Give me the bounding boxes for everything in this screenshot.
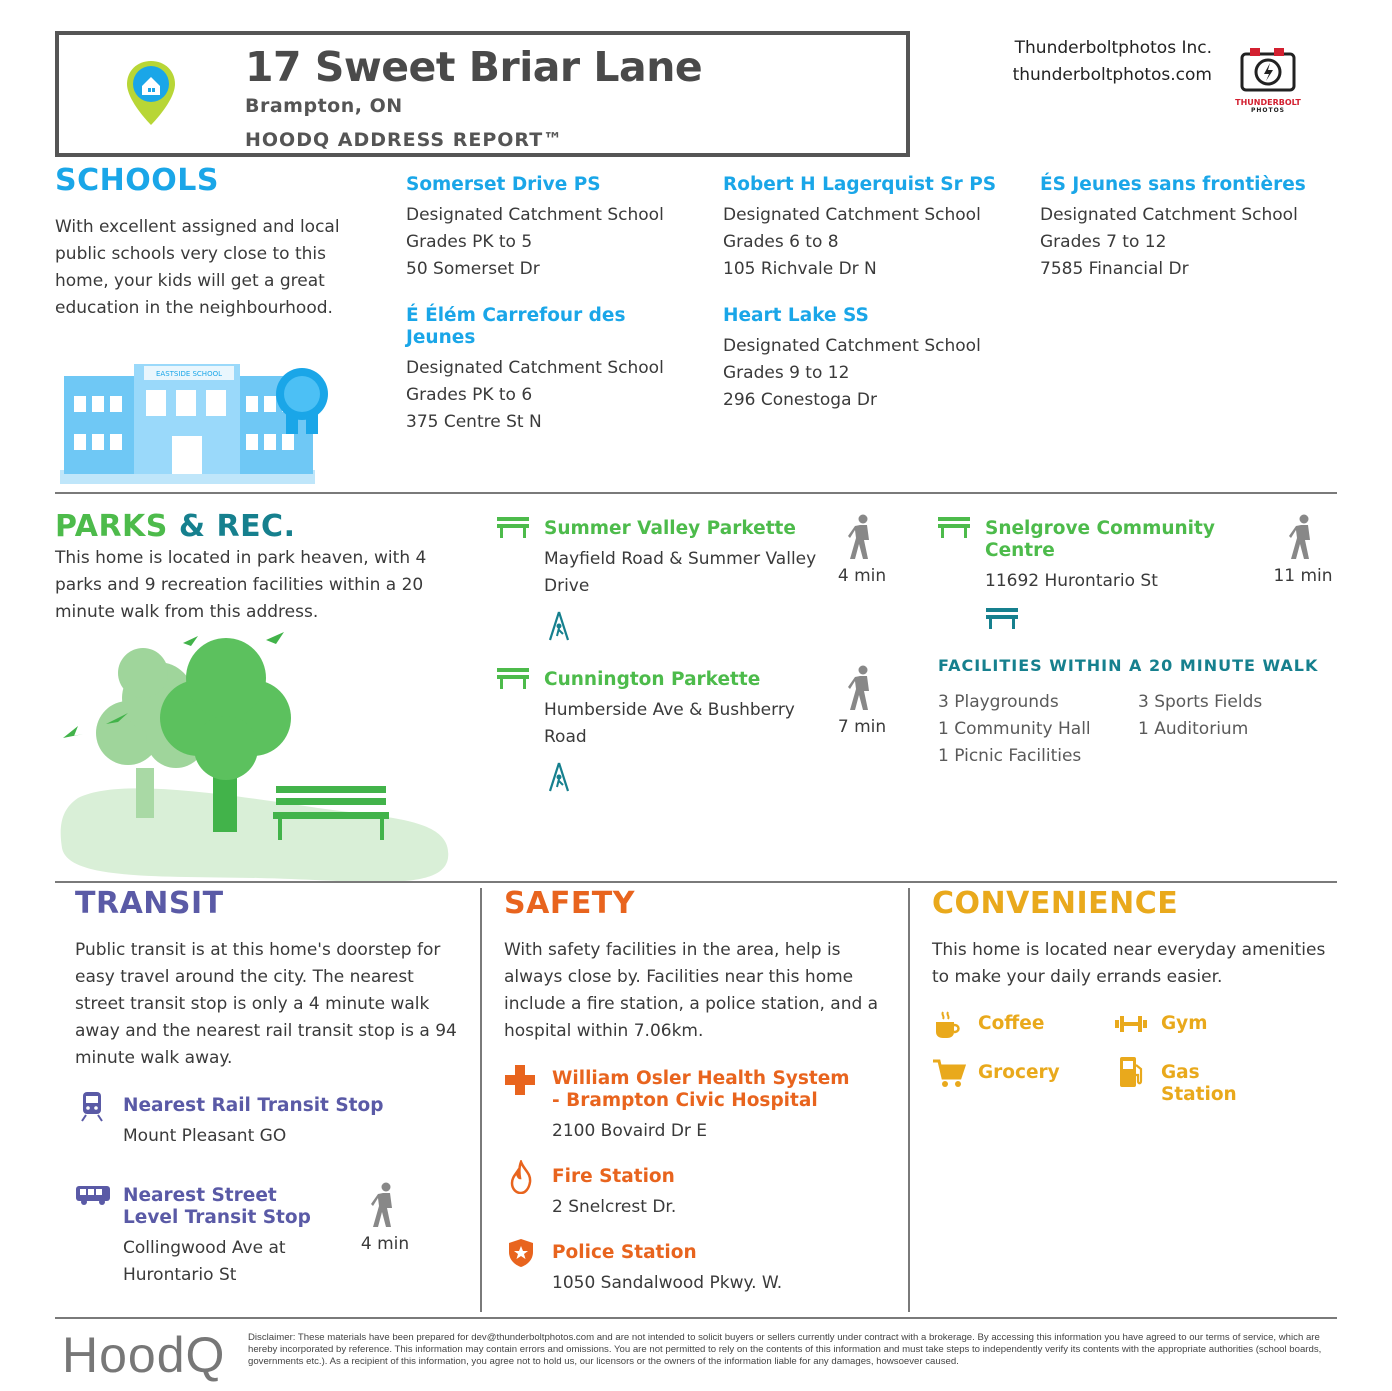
location-pin-icon bbox=[125, 59, 177, 127]
schools-heading: SCHOOLS bbox=[55, 163, 219, 198]
convenience-description: This home is located near everyday amenities to make your daily errands easier. bbox=[932, 940, 1326, 987]
park-address: Mayfield Road & Summer Valley Drive bbox=[544, 549, 817, 596]
school-address: 7585 Financial Dr bbox=[1040, 259, 1189, 279]
walk-time bbox=[1268, 514, 1338, 586]
logo-text-top: THUNDERBOLT bbox=[1235, 98, 1301, 107]
amenity-coffee[interactable]: Coffee bbox=[978, 1013, 1045, 1034]
school-grades: Grades 9 to 12 bbox=[723, 363, 850, 383]
walking-person-icon bbox=[848, 514, 876, 560]
agency-url[interactable]: thunderboltphotos.com bbox=[1012, 65, 1212, 85]
walk-time bbox=[830, 514, 894, 586]
school-name[interactable]: Robert H Lagerquist Sr PS bbox=[723, 174, 997, 195]
playground-icon bbox=[547, 610, 571, 642]
parks-heading-b: & REC. bbox=[178, 509, 296, 544]
divider bbox=[908, 888, 910, 1312]
facility-item: 1 Community Hall bbox=[938, 719, 1091, 739]
school-building-illustration bbox=[60, 352, 335, 487]
parks-description: This home is located in park heaven, with 4 parks and 9 recreation facilities within a 20 minute walk from this address. bbox=[55, 548, 427, 622]
school-type: Designated Catchment School bbox=[1040, 205, 1298, 225]
hospital-name[interactable]: William Osler Health System - Brampton Civic Hospital bbox=[552, 1068, 850, 1111]
school-address: 375 Centre St N bbox=[406, 412, 542, 432]
school-grades: Grades PK to 5 bbox=[406, 232, 533, 252]
school-type: Designated Catchment School bbox=[406, 205, 664, 225]
rail-stop-value[interactable]: Mount Pleasant GO bbox=[123, 1126, 287, 1146]
park-name[interactable]: Cunnington Parkette bbox=[544, 669, 761, 690]
school-entry bbox=[406, 174, 706, 283]
school-grades: Grades 6 to 8 bbox=[723, 232, 839, 252]
school-type: Designated Catchment School bbox=[723, 336, 981, 356]
picnic-table-icon bbox=[986, 606, 1018, 630]
park-address: Humberside Ave & Bushberry Road bbox=[544, 700, 795, 747]
walk-time bbox=[830, 665, 894, 737]
walk-time-label: 7 min bbox=[837, 717, 887, 737]
bus-icon bbox=[75, 1184, 111, 1206]
report-label: HOODQ ADDRESS REPORT™ bbox=[245, 129, 564, 151]
transit-description: Public transit is at this home's doorstep for easy travel around the city. The nearest street transit stop is only a 4 minute walk away and the nearest rail transit stop is a 94 minute walk away. bbox=[75, 940, 457, 1068]
school-address: 105 Richvale Dr N bbox=[723, 259, 877, 279]
walk-time-label: 4 min bbox=[360, 1234, 410, 1254]
walk-time bbox=[355, 1182, 415, 1254]
bench-icon bbox=[497, 515, 529, 539]
safety-heading: SAFETY bbox=[504, 886, 635, 921]
divider bbox=[55, 881, 1337, 883]
facility-item: 1 Auditorium bbox=[1138, 719, 1249, 739]
park-address: 11692 Hurontario St bbox=[985, 571, 1158, 591]
street-stop-label: Nearest Street Level Transit Stop bbox=[123, 1185, 311, 1228]
hoodq-brand-logo: HoodQ bbox=[62, 1327, 226, 1383]
walking-person-icon bbox=[371, 1182, 399, 1228]
school-type: Designated Catchment School bbox=[406, 358, 664, 378]
park-illustration bbox=[58, 618, 453, 888]
address-title: 17 Sweet Briar Lane bbox=[245, 43, 703, 91]
park-name[interactable]: Snelgrove Community Centre bbox=[985, 518, 1215, 561]
parks-heading-a: PARKS bbox=[55, 509, 168, 544]
school-grades: Grades 7 to 12 bbox=[1040, 232, 1167, 252]
bench-icon bbox=[497, 666, 529, 690]
divider bbox=[480, 888, 482, 1312]
city-label: Brampton, ON bbox=[245, 95, 403, 117]
police-badge-icon bbox=[508, 1238, 534, 1268]
school-name[interactable]: ÉS Jeunes sans frontières bbox=[1040, 174, 1306, 195]
school-sign: EASTSIDE SCHOOL bbox=[156, 370, 222, 378]
school-type: Designated Catchment School bbox=[723, 205, 981, 225]
street-stop-value[interactable]: Collingwood Ave at Hurontario St bbox=[123, 1238, 286, 1285]
school-entry bbox=[406, 305, 681, 436]
transit-heading: TRANSIT bbox=[75, 886, 224, 921]
walk-time-label: 4 min bbox=[837, 566, 887, 586]
divider bbox=[55, 492, 1337, 494]
gym-dumbbell-icon bbox=[1114, 1014, 1148, 1034]
fire-station-address: 2 Snelcrest Dr. bbox=[552, 1197, 677, 1217]
facility-item: 1 Picnic Facilities bbox=[938, 746, 1082, 766]
school-address: 50 Somerset Dr bbox=[406, 259, 540, 279]
logo-text-bottom: PHOTOS bbox=[1250, 107, 1286, 114]
coffee-icon bbox=[934, 1010, 962, 1040]
park-name[interactable]: Summer Valley Parkette bbox=[544, 518, 796, 539]
gas-pump-icon bbox=[1118, 1055, 1144, 1089]
amenity-grocery[interactable]: Grocery bbox=[978, 1062, 1060, 1083]
address-header-box bbox=[55, 31, 910, 157]
thunderbolt-logo bbox=[1228, 44, 1308, 116]
school-entry bbox=[723, 305, 1023, 414]
school-name[interactable]: É Élém Carrefour des Jeunes bbox=[406, 305, 626, 348]
parks-heading bbox=[55, 509, 295, 544]
amenity-gym[interactable]: Gym bbox=[1161, 1013, 1208, 1034]
train-icon bbox=[80, 1090, 104, 1122]
walking-person-icon bbox=[1289, 514, 1317, 560]
school-entry bbox=[723, 174, 1023, 283]
walking-person-icon bbox=[848, 665, 876, 711]
grocery-cart-icon bbox=[932, 1058, 966, 1088]
disclaimer-text: Disclaimer: These materials have been prepared for dev@thunderboltphotos.com and are not intended to solicit buyers or sellers currently under contract with a brokerage. By accessing this information you have agreed to our terms of service, which are hereby incorporated by reference. This information may contain errors and omissions. You are not permitted to rely on the contents of this information and must take steps to independently verify its contents with the appropriate authorities (school boards, governments etc.). As a recipient of this information, you agree not to hold us, our licensors or the owners of the information liable for any damages, howsoever caused. bbox=[248, 1332, 1322, 1367]
school-name[interactable]: Heart Lake SS bbox=[723, 305, 869, 326]
agency-name: Thunderboltphotos Inc. bbox=[1014, 38, 1212, 58]
fire-icon bbox=[510, 1160, 532, 1194]
facility-item: 3 Sports Fields bbox=[1138, 692, 1263, 712]
rail-stop-label: Nearest Rail Transit Stop bbox=[123, 1095, 384, 1116]
hospital-cross-icon bbox=[504, 1064, 536, 1096]
playground-icon bbox=[547, 761, 571, 793]
safety-description: With safety facilities in the area, help is always close by. Facilities near this home include a fire station, a police station, and a hospital within 7.06km. bbox=[504, 940, 879, 1041]
school-address: 296 Conestoga Dr bbox=[723, 390, 877, 410]
fire-station-name[interactable]: Fire Station bbox=[552, 1166, 675, 1187]
police-station-name[interactable]: Police Station bbox=[552, 1242, 697, 1263]
facilities-heading: FACILITIES WITHIN A 20 MINUTE WALK bbox=[938, 656, 1319, 675]
school-grades: Grades PK to 6 bbox=[406, 385, 533, 405]
hospital-address: 2100 Bovaird Dr E bbox=[552, 1121, 708, 1141]
schools-description: With excellent assigned and local public schools very close to this home, your kids will get a great education in the neighbourhood. bbox=[55, 217, 340, 318]
walk-time-label: 11 min bbox=[1273, 566, 1333, 586]
facility-item: 3 Playgrounds bbox=[938, 692, 1059, 712]
camera-icon bbox=[1228, 44, 1308, 94]
divider bbox=[55, 1317, 1337, 1319]
school-name[interactable]: Somerset Drive PS bbox=[406, 174, 601, 195]
amenity-gas-station[interactable]: Gas Station bbox=[1161, 1062, 1237, 1105]
bench-icon bbox=[938, 515, 970, 539]
convenience-heading: CONVENIENCE bbox=[932, 886, 1179, 921]
school-entry bbox=[1040, 174, 1340, 283]
police-station-address: 1050 Sandalwood Pkwy. W. bbox=[552, 1273, 783, 1293]
